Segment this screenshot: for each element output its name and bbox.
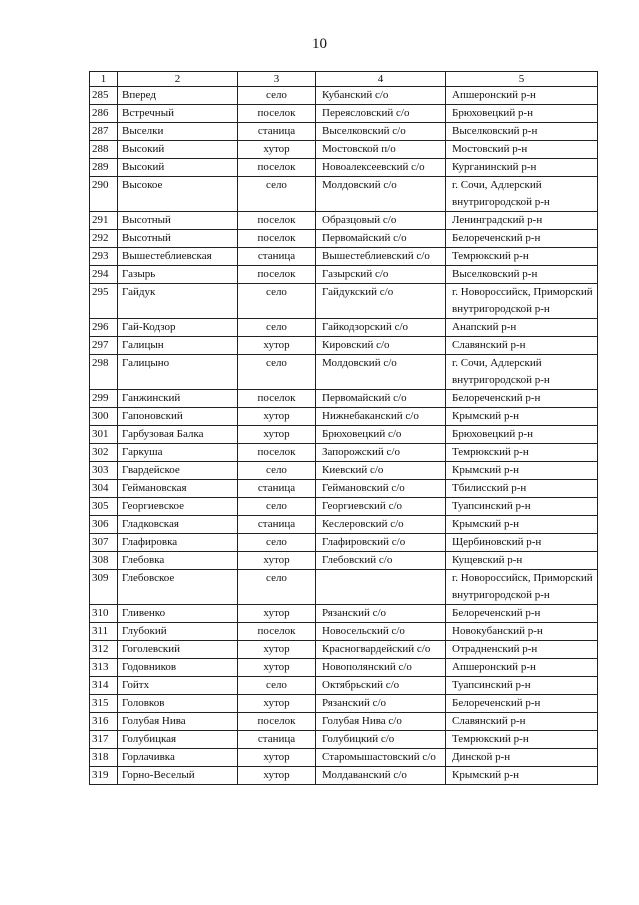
subdivision-name: Глафировский с/о: [316, 534, 446, 552]
table-row: [90, 105, 598, 123]
row-number: 313: [90, 659, 118, 677]
row-number: 310: [90, 605, 118, 623]
row-number: 299: [90, 390, 118, 408]
settlement-name: Горно-Веселый: [118, 767, 238, 785]
subdivision-name: [316, 570, 446, 605]
settlement-name: Голубицкая: [118, 731, 238, 749]
settlement-name: Гвардейское: [118, 462, 238, 480]
district-name: Белореченский р-н: [446, 390, 598, 408]
district-name: Ленинградский р-н: [446, 212, 598, 230]
table-row: [90, 284, 598, 319]
settlement-name: Высотный: [118, 212, 238, 230]
subdivision-name: Глебовский с/о: [316, 552, 446, 570]
district-name: Мостовский р-н: [446, 141, 598, 159]
settlement-name: Глебовское: [118, 570, 238, 605]
table-row: [90, 426, 598, 444]
table-row: [90, 230, 598, 248]
settlement-type: поселок: [238, 390, 316, 408]
table-row: [90, 141, 598, 159]
row-number: 303: [90, 462, 118, 480]
district-name: Брюховецкий р-н: [446, 426, 598, 444]
settlement-type: поселок: [238, 713, 316, 731]
settlement-type: село: [238, 677, 316, 695]
row-number: 285: [90, 87, 118, 105]
row-number: 301: [90, 426, 118, 444]
settlement-name: Газырь: [118, 266, 238, 284]
settlement-type: станица: [238, 480, 316, 498]
table-row: [90, 516, 598, 534]
settlement-type: станица: [238, 516, 316, 534]
settlement-type: станица: [238, 248, 316, 266]
settlement-name: Глебовка: [118, 552, 238, 570]
subdivision-name: Нижнебаканский с/о: [316, 408, 446, 426]
subdivision-name: Переясловский с/о: [316, 105, 446, 123]
table-row: [90, 767, 598, 785]
table-row: [90, 87, 598, 105]
settlement-type: хутор: [238, 605, 316, 623]
subdivision-name: Молдаванский с/о: [316, 767, 446, 785]
district-name: Тбилисский р-н: [446, 480, 598, 498]
settlement-name: Гай-Кодзор: [118, 319, 238, 337]
settlement-name: Глафировка: [118, 534, 238, 552]
settlement-type: хутор: [238, 695, 316, 713]
settlement-type: село: [238, 570, 316, 605]
row-number: 295: [90, 284, 118, 319]
subdivision-name: Первомайский с/о: [316, 230, 446, 248]
district-name: г. Сочи, Адлерский внутригородской р-н: [446, 355, 598, 390]
settlement-type: село: [238, 498, 316, 516]
district-name: Славянский р-н: [446, 337, 598, 355]
settlement-type: хутор: [238, 337, 316, 355]
settlement-name: Глубокий: [118, 623, 238, 641]
settlement-name: Годовников: [118, 659, 238, 677]
settlement-type: хутор: [238, 141, 316, 159]
subdivision-name: Голубая Нива с/о: [316, 713, 446, 731]
settlement-name: Гойтх: [118, 677, 238, 695]
subdivision-name: Вышестеблиевский с/о: [316, 248, 446, 266]
settlement-name: Георгиевское: [118, 498, 238, 516]
settlement-type: поселок: [238, 266, 316, 284]
settlement-name: Гоголевский: [118, 641, 238, 659]
settlement-type: хутор: [238, 552, 316, 570]
settlement-type: поселок: [238, 230, 316, 248]
table-row: [90, 444, 598, 462]
column-header: 1: [90, 72, 118, 87]
subdivision-name: Образцовый с/о: [316, 212, 446, 230]
settlement-type: поселок: [238, 159, 316, 177]
table-row: [90, 390, 598, 408]
settlement-type: село: [238, 87, 316, 105]
settlement-type: поселок: [238, 623, 316, 641]
settlement-type: хутор: [238, 749, 316, 767]
subdivision-name: Газырский с/о: [316, 266, 446, 284]
row-number: 309: [90, 570, 118, 605]
row-number: 308: [90, 552, 118, 570]
settlement-type: хутор: [238, 408, 316, 426]
table-row: [90, 641, 598, 659]
table-row: [90, 731, 598, 749]
subdivision-name: Рязанский с/о: [316, 695, 446, 713]
district-name: Щербиновский р-н: [446, 534, 598, 552]
settlement-name: Гладковская: [118, 516, 238, 534]
subdivision-name: Гайкодзорский с/о: [316, 319, 446, 337]
settlement-type: поселок: [238, 212, 316, 230]
table-row: [90, 677, 598, 695]
row-number: 287: [90, 123, 118, 141]
district-name: Брюховецкий р-н: [446, 105, 598, 123]
table-header-row: [90, 72, 598, 87]
settlement-name: Гайдук: [118, 284, 238, 319]
subdivision-name: Геймановский с/о: [316, 480, 446, 498]
subdivision-name: Старомышастовский с/о: [316, 749, 446, 767]
row-number: 296: [90, 319, 118, 337]
district-name: Курганинский р-н: [446, 159, 598, 177]
subdivision-name: Запорожский с/о: [316, 444, 446, 462]
column-header: 3: [238, 72, 316, 87]
table-row: [90, 480, 598, 498]
settlement-name: Встречный: [118, 105, 238, 123]
settlement-name: Гарбузовая Балка: [118, 426, 238, 444]
row-number: 297: [90, 337, 118, 355]
district-name: Крымский р-н: [446, 408, 598, 426]
settlement-name: Высокое: [118, 177, 238, 212]
settlement-name: Галицын: [118, 337, 238, 355]
subdivision-name: Первомайский с/о: [316, 390, 446, 408]
subdivision-name: Молдовский с/о: [316, 177, 446, 212]
settlement-name: Вперед: [118, 87, 238, 105]
settlements-table: [89, 71, 598, 785]
settlement-name: Вышестеблиевская: [118, 248, 238, 266]
row-number: 298: [90, 355, 118, 390]
table-row: [90, 266, 598, 284]
district-name: Темрюкский р-н: [446, 248, 598, 266]
district-name: Крымский р-н: [446, 516, 598, 534]
district-name: Апшеронский р-н: [446, 87, 598, 105]
row-number: 286: [90, 105, 118, 123]
settlement-type: хутор: [238, 426, 316, 444]
table-row: [90, 212, 598, 230]
district-name: Апшеронский р-н: [446, 659, 598, 677]
settlement-name: Горлачивка: [118, 749, 238, 767]
settlement-name: Высотный: [118, 230, 238, 248]
subdivision-name: Выселковский с/о: [316, 123, 446, 141]
table-row: [90, 319, 598, 337]
subdivision-name: Октябрьский с/о: [316, 677, 446, 695]
table-row: [90, 534, 598, 552]
column-header: 4: [316, 72, 446, 87]
table-row: [90, 498, 598, 516]
settlement-type: село: [238, 177, 316, 212]
settlement-name: Ганжинский: [118, 390, 238, 408]
page-number: 10: [312, 36, 327, 52]
table-row: [90, 605, 598, 623]
settlement-type: село: [238, 355, 316, 390]
settlement-name: Гливенко: [118, 605, 238, 623]
district-name: Динской р-н: [446, 749, 598, 767]
subdivision-name: Новополянский с/о: [316, 659, 446, 677]
settlement-name: Геймановская: [118, 480, 238, 498]
settlement-name: Высокий: [118, 141, 238, 159]
settlement-name: Высокий: [118, 159, 238, 177]
row-number: 300: [90, 408, 118, 426]
settlement-name: Гапоновский: [118, 408, 238, 426]
table-row: [90, 659, 598, 677]
district-name: Белореченский р-н: [446, 230, 598, 248]
table-row: [90, 552, 598, 570]
row-number: 293: [90, 248, 118, 266]
subdivision-name: Георгиевский с/о: [316, 498, 446, 516]
table-row: [90, 408, 598, 426]
subdivision-name: Рязанский с/о: [316, 605, 446, 623]
row-number: 319: [90, 767, 118, 785]
district-name: Темрюкский р-н: [446, 444, 598, 462]
settlement-type: поселок: [238, 105, 316, 123]
subdivision-name: Кировский с/о: [316, 337, 446, 355]
settlement-type: станица: [238, 123, 316, 141]
row-number: 306: [90, 516, 118, 534]
subdivision-name: Кеслеровский с/о: [316, 516, 446, 534]
settlement-type: поселок: [238, 444, 316, 462]
row-number: 317: [90, 731, 118, 749]
district-name: г. Новороссийск, Приморский внутригородской р-н: [446, 284, 598, 319]
table-row: [90, 123, 598, 141]
district-name: г. Сочи, Адлерский внутригородской р-н: [446, 177, 598, 212]
district-name: Новокубанский р-н: [446, 623, 598, 641]
settlement-name: Выселки: [118, 123, 238, 141]
district-name: Выселковский р-н: [446, 123, 598, 141]
table-row: [90, 462, 598, 480]
settlement-name: Гаркуша: [118, 444, 238, 462]
table-row: [90, 623, 598, 641]
subdivision-name: Мостовской п/о: [316, 141, 446, 159]
column-header: 2: [118, 72, 238, 87]
subdivision-name: Молдовский с/о: [316, 355, 446, 390]
district-name: Крымский р-н: [446, 462, 598, 480]
district-name: Белореченский р-н: [446, 605, 598, 623]
settlement-type: село: [238, 284, 316, 319]
subdivision-name: Киевский с/о: [316, 462, 446, 480]
row-number: 316: [90, 713, 118, 731]
settlement-name: Головков: [118, 695, 238, 713]
table-row: [90, 713, 598, 731]
row-number: 314: [90, 677, 118, 695]
district-name: Отрадненский р-н: [446, 641, 598, 659]
table-row: [90, 355, 598, 390]
district-name: Анапский р-н: [446, 319, 598, 337]
settlement-type: хутор: [238, 767, 316, 785]
row-number: 288: [90, 141, 118, 159]
row-number: 294: [90, 266, 118, 284]
column-header: 5: [446, 72, 598, 87]
settlement-type: станица: [238, 731, 316, 749]
row-number: 311: [90, 623, 118, 641]
subdivision-name: Брюховецкий с/о: [316, 426, 446, 444]
table-row: [90, 749, 598, 767]
settlement-name: Голубая Нива: [118, 713, 238, 731]
subdivision-name: Голубицкий с/о: [316, 731, 446, 749]
settlement-type: село: [238, 319, 316, 337]
district-name: г. Новороссийск, Приморский внутригородской р-н: [446, 570, 598, 605]
row-number: 312: [90, 641, 118, 659]
row-number: 290: [90, 177, 118, 212]
subdivision-name: Гайдукский с/о: [316, 284, 446, 319]
subdivision-name: Новоалексеевский с/о: [316, 159, 446, 177]
district-name: Туапсинский р-н: [446, 677, 598, 695]
district-name: Белореченский р-н: [446, 695, 598, 713]
settlement-type: село: [238, 462, 316, 480]
row-number: 292: [90, 230, 118, 248]
row-number: 302: [90, 444, 118, 462]
district-name: Кущевский р-н: [446, 552, 598, 570]
table-row: [90, 695, 598, 713]
settlement-type: хутор: [238, 659, 316, 677]
table-row: [90, 337, 598, 355]
district-name: Славянский р-н: [446, 713, 598, 731]
subdivision-name: Кубанский с/о: [316, 87, 446, 105]
district-name: Крымский р-н: [446, 767, 598, 785]
row-number: 307: [90, 534, 118, 552]
district-name: Выселковский р-н: [446, 266, 598, 284]
subdivision-name: Красногвардейский с/о: [316, 641, 446, 659]
row-number: 291: [90, 212, 118, 230]
table-row: [90, 177, 598, 212]
row-number: 315: [90, 695, 118, 713]
table-row: [90, 248, 598, 266]
row-number: 318: [90, 749, 118, 767]
settlement-type: село: [238, 534, 316, 552]
subdivision-name: Новосельский с/о: [316, 623, 446, 641]
district-name: Темрюкский р-н: [446, 731, 598, 749]
row-number: 304: [90, 480, 118, 498]
settlement-name: Галицыно: [118, 355, 238, 390]
district-name: Туапсинский р-н: [446, 498, 598, 516]
settlement-type: хутор: [238, 641, 316, 659]
table-row: [90, 570, 598, 605]
row-number: 305: [90, 498, 118, 516]
row-number: 289: [90, 159, 118, 177]
table-row: [90, 159, 598, 177]
